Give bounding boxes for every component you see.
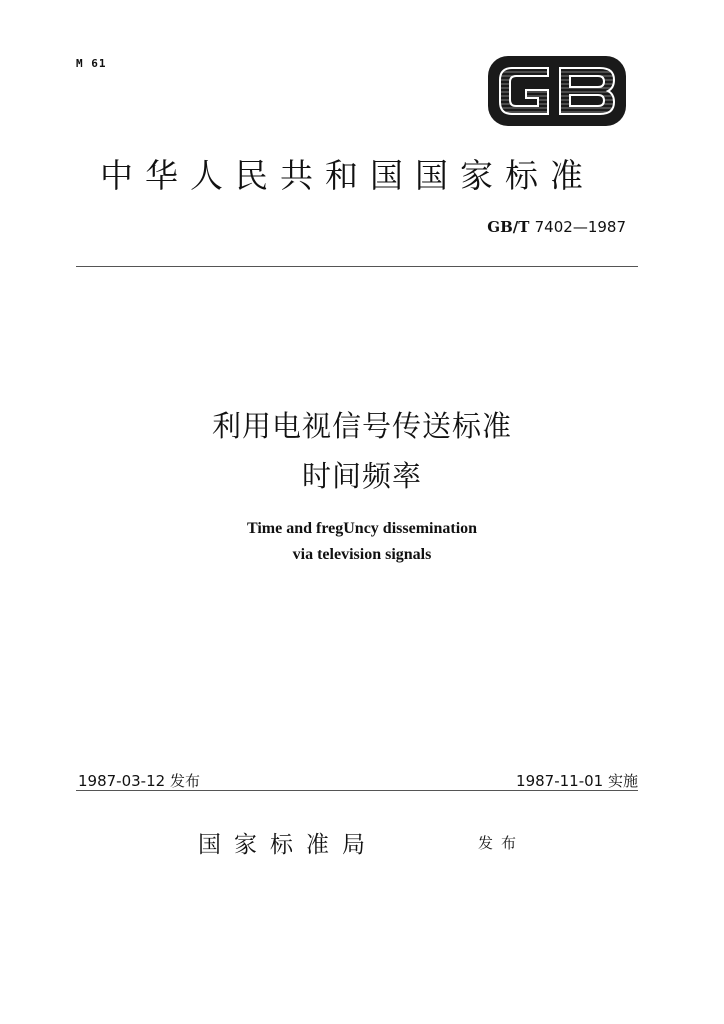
title-chinese-line2: 时间频率 <box>301 459 422 493</box>
publish-label: 发布 <box>478 834 525 852</box>
standard-number <box>487 218 626 236</box>
gb-logo <box>486 54 628 128</box>
publisher-name: 国家标准局 <box>198 832 378 858</box>
standard-prefix: GB/T <box>487 218 530 236</box>
issue-date: 1987-03-12 发布 <box>78 772 200 790</box>
title-english-line2: via television signals <box>292 546 432 563</box>
implementation-date: 1987-11-01 实施 <box>516 772 638 790</box>
top-divider <box>76 266 638 267</box>
title-english-line1: Time and fregUncy dissemination <box>246 520 478 537</box>
title-chinese-line1: 利用电视信号传送标准 <box>211 409 512 443</box>
classification-code: M 61 <box>76 57 107 70</box>
national-standard-title: 中华人民共和国国家标准 <box>100 156 595 195</box>
bottom-divider <box>76 790 638 791</box>
standard-number-value: 7402—1987 <box>534 218 626 236</box>
